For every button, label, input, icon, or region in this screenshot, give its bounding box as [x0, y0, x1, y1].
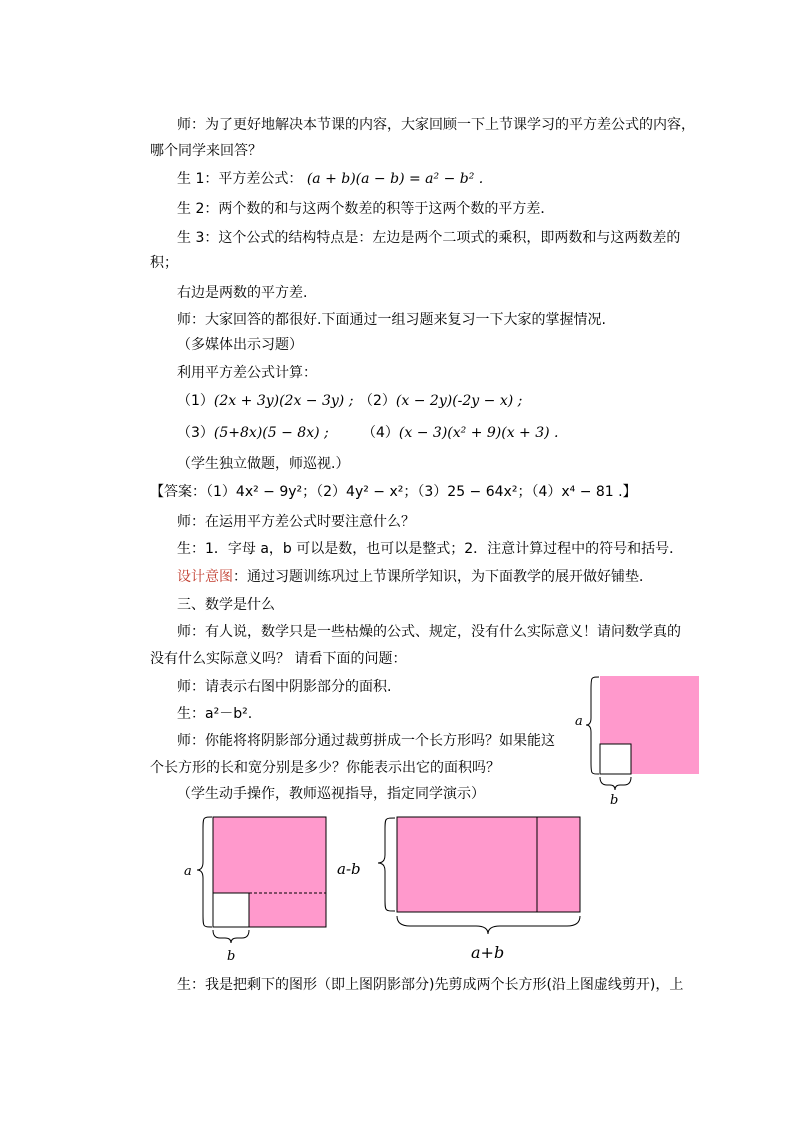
label-a-plus-b: a+b: [471, 943, 505, 962]
student-3-line-2: 积；: [150, 255, 178, 271]
student-explanation: 生：我是把剩下的图形（即上图阴影部分)先剪成两个长方形(沿上图虚线剪开)，上: [177, 977, 684, 993]
demo-note: （学生动手操作，教师巡视指导，指定同学演示）: [177, 786, 485, 802]
label-b-left: b: [227, 949, 236, 964]
exercise-4-number: （4）: [362, 425, 399, 441]
exercise-4-expression: (x − 3)(x² + 9)(x + 3) .: [398, 425, 559, 441]
small-square-cutout: [600, 744, 631, 774]
square-figure-left: [184, 817, 326, 964]
teacher-line-8: 个长方形的长和宽分别是多少？你能表示出它的面积吗？: [150, 760, 500, 776]
combined-rectangle: [397, 817, 580, 912]
teacher-line-4: 师：有人说，数学只是一些枯燥的公式、规定，没有什么实际意义！请问数学真的: [177, 624, 681, 640]
exercise-3-expression: (5+8x)(5 − 8x) ;: [213, 425, 329, 441]
section-heading: 三、数学是什么: [177, 597, 275, 613]
teacher-line-7: 师：你能将将阴影部分通过裁剪拼成一个长方形吗？如果能这: [177, 733, 555, 749]
teacher-question: 师：在运用平方差公式时要注意什么？: [177, 514, 415, 530]
rectangle-figure: [337, 817, 580, 962]
student-area-answer: 生：a²－b².: [177, 706, 253, 722]
square-figure-right: [575, 676, 699, 808]
student-answer: 生：1．字母 a，b 可以是数，也可以是整式；2．注意计算过程中的符号和括号．: [177, 541, 684, 557]
students-work-note: （学生独立做题，师巡视.）: [177, 456, 350, 472]
teacher-line-3: 师：大家回答的都很好.下面通过一组习题来复习一下大家的掌握情况.: [177, 312, 606, 328]
answers-line: 【答案：（1）4x² − 9y²；（2）4y² − x²；（3）25 − 64x²；（4）x⁴ − 81 .】: [150, 484, 637, 500]
design-intent-label: 设计意图: [177, 569, 233, 585]
multimedia-note: （多媒体出示习题）: [177, 337, 303, 353]
exercise-1-expression: (2x + 3y)(2x − 3y) ;: [213, 393, 354, 409]
label-a-minus-b: a-b: [337, 860, 361, 878]
student-3-line-1: 生 3：这个公式的结构特点是：左边是两个二项式的乘积，即两数和与这两数差的: [177, 230, 681, 246]
left-small-square: [213, 893, 249, 927]
design-intent-text: ：通过习题训练巩过上节课所学知识，为下面教学的展开做好铺垫．: [233, 569, 653, 585]
student-1-prefix: 生 1：平方差公式：: [177, 171, 303, 187]
label-a-left: a: [184, 864, 192, 879]
student-2-line: 生 2：两个数的和与这两个数差的积等于这两个数的平方差．: [177, 201, 555, 217]
label-a-right: a: [575, 714, 583, 729]
teacher-line-2: 哪个同学来回答？: [150, 143, 262, 159]
exercise-3-number: （3）: [177, 425, 214, 441]
exercise-2-expression: (x − 2y)(-2y − x) ;: [395, 393, 523, 409]
exercise-2-number: （2）: [359, 393, 396, 409]
exercise-1-number: （1）: [177, 393, 214, 409]
label-b-right: b: [610, 793, 619, 808]
exercise-heading: 利用平方差公式计算：: [177, 365, 317, 381]
brace-amb: [378, 818, 395, 911]
teacher-line-1: 师：为了更好地解决本节课的内容，大家回顾一下上节课学习的平方差公式的内容，: [177, 117, 695, 133]
teacher-line-5: 没有什么实际意义吗？ 请看下面的问题：: [150, 651, 407, 667]
brace-a-left: [197, 817, 212, 927]
difference-of-squares-formula: (a + b)(a − b) = a² − b² .: [306, 171, 484, 187]
teacher-line-6: 师：请表示右图中阴影部分的面积.: [177, 679, 392, 695]
brace-b-right: [600, 777, 631, 790]
student-3-line-3: 右边是两数的平方差.: [177, 285, 308, 301]
brace-a-right: [586, 677, 599, 774]
brace-apb: [397, 916, 580, 934]
brace-b-left: [213, 930, 249, 943]
